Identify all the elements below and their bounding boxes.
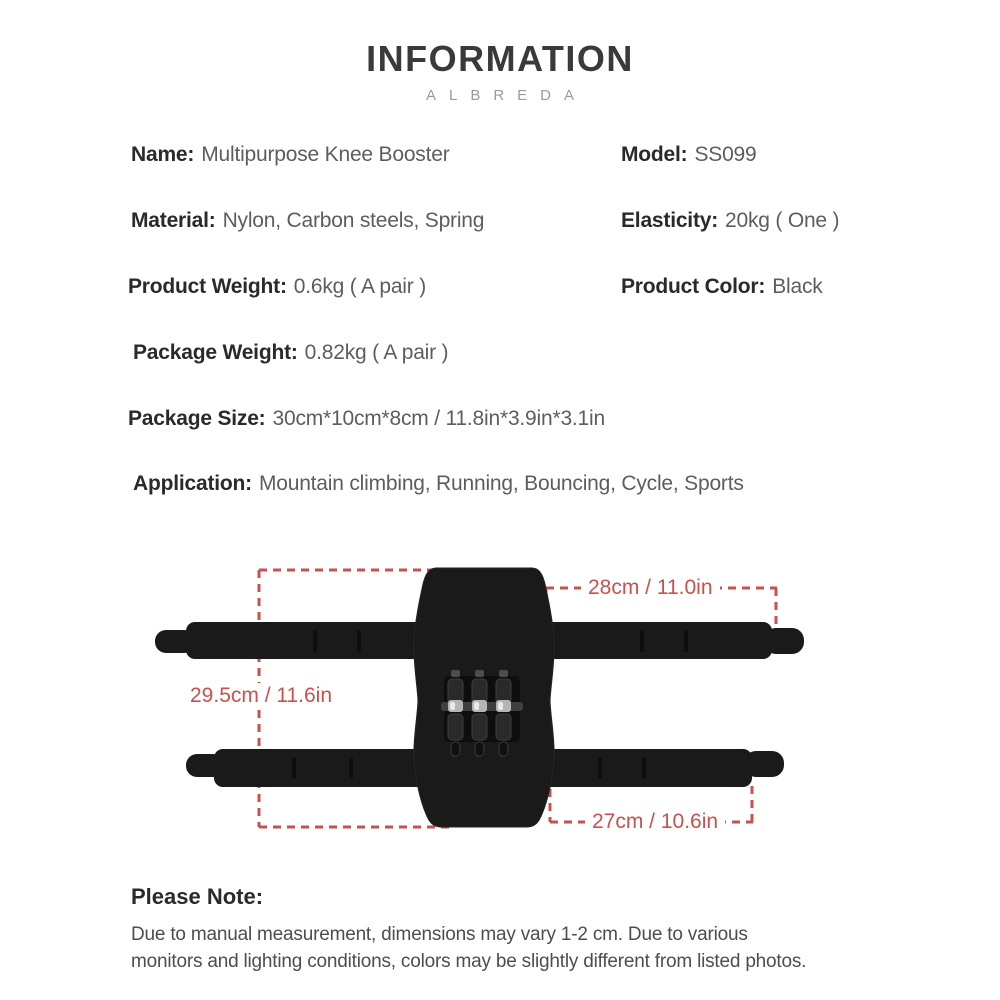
joint-highlight xyxy=(498,702,503,710)
spec-value: SS099 xyxy=(694,143,757,166)
spring-tip xyxy=(475,742,484,756)
note-heading: Please Note: xyxy=(131,884,264,909)
spec-value: 0.82kg ( A pair ) xyxy=(304,341,449,364)
spec-label: Product Color: xyxy=(621,275,766,298)
spec-value: Multipurpose Knee Booster xyxy=(201,143,450,166)
spec-label: Product Weight: xyxy=(128,275,287,298)
spec-label: Model: xyxy=(621,143,688,166)
bottom-width-dimension-label: 27cm / 10.6in xyxy=(585,809,725,835)
strap-slit xyxy=(684,630,688,652)
spec-value: Mountain climbing, Running, Bouncing, Cycle, Sports xyxy=(258,472,744,495)
spec-value: 0.6kg ( A pair ) xyxy=(293,275,426,298)
strap-slit xyxy=(640,630,644,652)
joint-highlight xyxy=(474,702,479,710)
top-width-dimension-label: 28cm / 11.0in xyxy=(581,575,720,601)
strap-slit xyxy=(598,757,602,779)
joint-highlight xyxy=(450,702,455,710)
spring-cap xyxy=(475,670,484,677)
spec-value: Nylon, Carbon steels, Spring xyxy=(222,209,485,232)
height-dimension-label: 29.5cm / 11.6in xyxy=(183,683,339,709)
spec-label: Elasticity: xyxy=(621,209,719,232)
spring-cap xyxy=(499,670,508,677)
spec-value: 20kg ( One ) xyxy=(725,209,840,232)
strap-slit xyxy=(349,757,353,779)
spring-cap xyxy=(451,670,460,677)
spec-label: Application: xyxy=(133,472,252,495)
strap-slit xyxy=(292,757,296,779)
spec-label: Name: xyxy=(131,143,195,166)
spring-tip xyxy=(499,742,508,756)
spring-tip xyxy=(451,742,460,756)
strap-slit xyxy=(642,757,646,779)
spec-label: Package Size: xyxy=(128,407,266,430)
spec-label: Package Weight: xyxy=(133,341,298,364)
spec-value: 30cm*10cm*8cm / 11.8in*3.9in*3.1in xyxy=(272,407,605,430)
spring xyxy=(448,714,463,740)
spring xyxy=(472,714,487,740)
page-title: INFORMATION xyxy=(366,38,634,79)
brand-name: ALBREDA xyxy=(425,87,588,104)
spec-value: Black xyxy=(772,275,823,298)
spring xyxy=(496,714,511,740)
spec-label: Material: xyxy=(131,209,216,232)
note-line-1: Due to manual measurement, dimensions may vary 1-2 cm. Due to various xyxy=(131,924,748,945)
strap-slit xyxy=(313,630,317,652)
strap-slit xyxy=(357,630,361,652)
note-body xyxy=(131,921,806,975)
note-line-2: monitors and lighting conditions, colors may be slightly different from listed photos. xyxy=(131,951,807,972)
